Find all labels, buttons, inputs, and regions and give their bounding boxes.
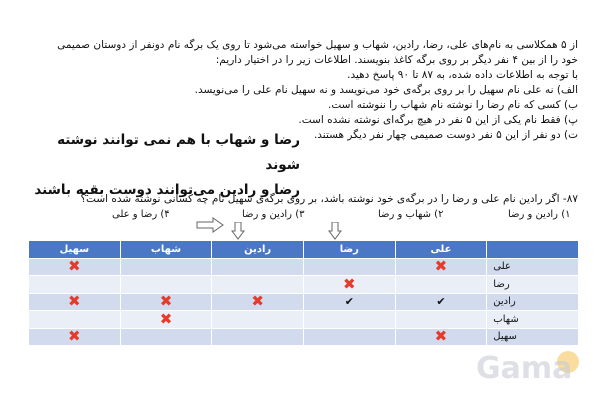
svg-text:Gama: Gama — [476, 351, 573, 386]
cross-mark-icon: ✖ — [159, 292, 173, 311]
question-87: ۸۷- اگر رادین نام علی و رضا را در برگه‌ی خود نوشته باشد، بر روی برگه‌ی سهیل نام چه کسانی نوشته شده است؟ — [80, 193, 578, 205]
header-cell: علی — [395, 241, 487, 259]
table-cell — [395, 311, 487, 329]
option-4[interactable]: ۴) رضا و علی — [112, 209, 170, 220]
header-cell: شهاب — [120, 241, 212, 259]
cross-mark-icon: ✖ — [68, 257, 81, 276]
option-1[interactable]: ۱) رادین و رضا — [508, 209, 571, 220]
table-header-row — [29, 241, 579, 259]
gama-logo — [472, 344, 582, 386]
row-label: رضا — [487, 276, 579, 294]
cross-mark-icon — [29, 258, 121, 276]
problem-line: با توجه به اطلاعات داده شده، به ۸۷ تا ۹۰ پاسخ دهید. — [347, 69, 578, 81]
down-arrow-icon — [231, 222, 245, 240]
table-cell — [212, 311, 304, 329]
cross-mark-icon: ✖ — [434, 327, 448, 346]
header-cell-empty — [487, 241, 579, 259]
row-label: سهیل — [487, 328, 579, 346]
table-cell — [303, 311, 395, 329]
table-cell — [212, 328, 304, 346]
table-row — [29, 328, 579, 346]
note-line: رضا و شهاب با هم نمی توانند نوشته شوند — [57, 132, 300, 173]
table-cell — [395, 276, 487, 294]
condition-te: ت) دو نفر از این ۵ نفر دوست صمیمی چهار نفر دیگر هستند. — [313, 129, 578, 141]
cross-mark-icon: ✖ — [343, 274, 356, 293]
note-line: رضا و رادین می‌توانند دوست بقیه باشند — [34, 182, 300, 198]
cross-mark-icon — [212, 293, 304, 311]
table-row — [29, 258, 579, 276]
friendship-table — [28, 240, 579, 346]
right-arrow-icon — [196, 217, 224, 233]
row-label: رادین — [487, 293, 579, 311]
cross-mark-icon — [303, 276, 395, 294]
cross-mark-icon: ✖ — [251, 292, 264, 311]
cross-mark-icon: ✖ — [159, 309, 173, 328]
solution-note — [32, 128, 300, 203]
table-row — [29, 276, 579, 294]
cross-mark-icon — [29, 293, 121, 311]
problem-line: از ۵ همکلاسی به نام‌های علی، رضا، رادین، شهاب و سهیل خواسته می‌شود تا روی یک برگه نام دونفر از دوستان صمیمی — [57, 39, 578, 51]
table-cell — [29, 311, 121, 329]
option-2[interactable]: ۲) شهاب و رضا — [378, 209, 444, 220]
cross-mark-icon — [120, 293, 212, 311]
table-cell — [303, 328, 395, 346]
table-cell — [120, 276, 212, 294]
table-cell — [120, 328, 212, 346]
cross-mark-icon: ✖ — [68, 292, 81, 311]
cross-mark-icon — [395, 328, 487, 346]
check-mark-icon — [303, 293, 395, 311]
condition-be: ب) کسی که نام رضا را نوشته نام شهاب را ننوشته است. — [328, 99, 578, 111]
condition-alef: الف) نه علی نام سهیل را بر روی برگه‌ی خود می‌نویسد و نه سهیل نام علی را می‌نویسد. — [194, 84, 578, 96]
condition-pe: پ) فقط نام یکی از این ۵ نفر در هیچ برگه‌ای نوشته نشده است. — [298, 114, 578, 126]
table-cell — [212, 258, 304, 276]
cross-mark-icon: ✖ — [434, 257, 448, 276]
down-arrow-icon — [328, 222, 342, 240]
problem-line: خود را از بین ۴ نفر دیگر بر روی برگه کاغذ بنویسند. اطلاعات زیر را در اختیار داریم: — [215, 54, 578, 66]
check-mark-icon: ✔ — [436, 295, 446, 309]
option-3[interactable]: ۳) رادین و رضا — [242, 209, 305, 220]
header-cell: سهیل — [29, 241, 121, 259]
table-cell — [303, 258, 395, 276]
table-cell — [120, 258, 212, 276]
row-label: شهاب — [487, 311, 579, 329]
table-cell — [29, 276, 121, 294]
cross-mark-icon — [395, 258, 487, 276]
cross-mark-icon — [120, 311, 212, 329]
cross-mark-icon: ✖ — [68, 327, 81, 346]
table-cell — [212, 276, 304, 294]
table-row — [29, 293, 579, 311]
header-cell: رادین — [212, 241, 304, 259]
check-mark-icon — [395, 293, 487, 311]
header-cell: رضا — [303, 241, 395, 259]
check-mark-icon: ✔ — [344, 295, 354, 309]
cross-mark-icon — [29, 328, 121, 346]
row-label: علی — [487, 258, 579, 276]
table-row — [29, 311, 579, 329]
